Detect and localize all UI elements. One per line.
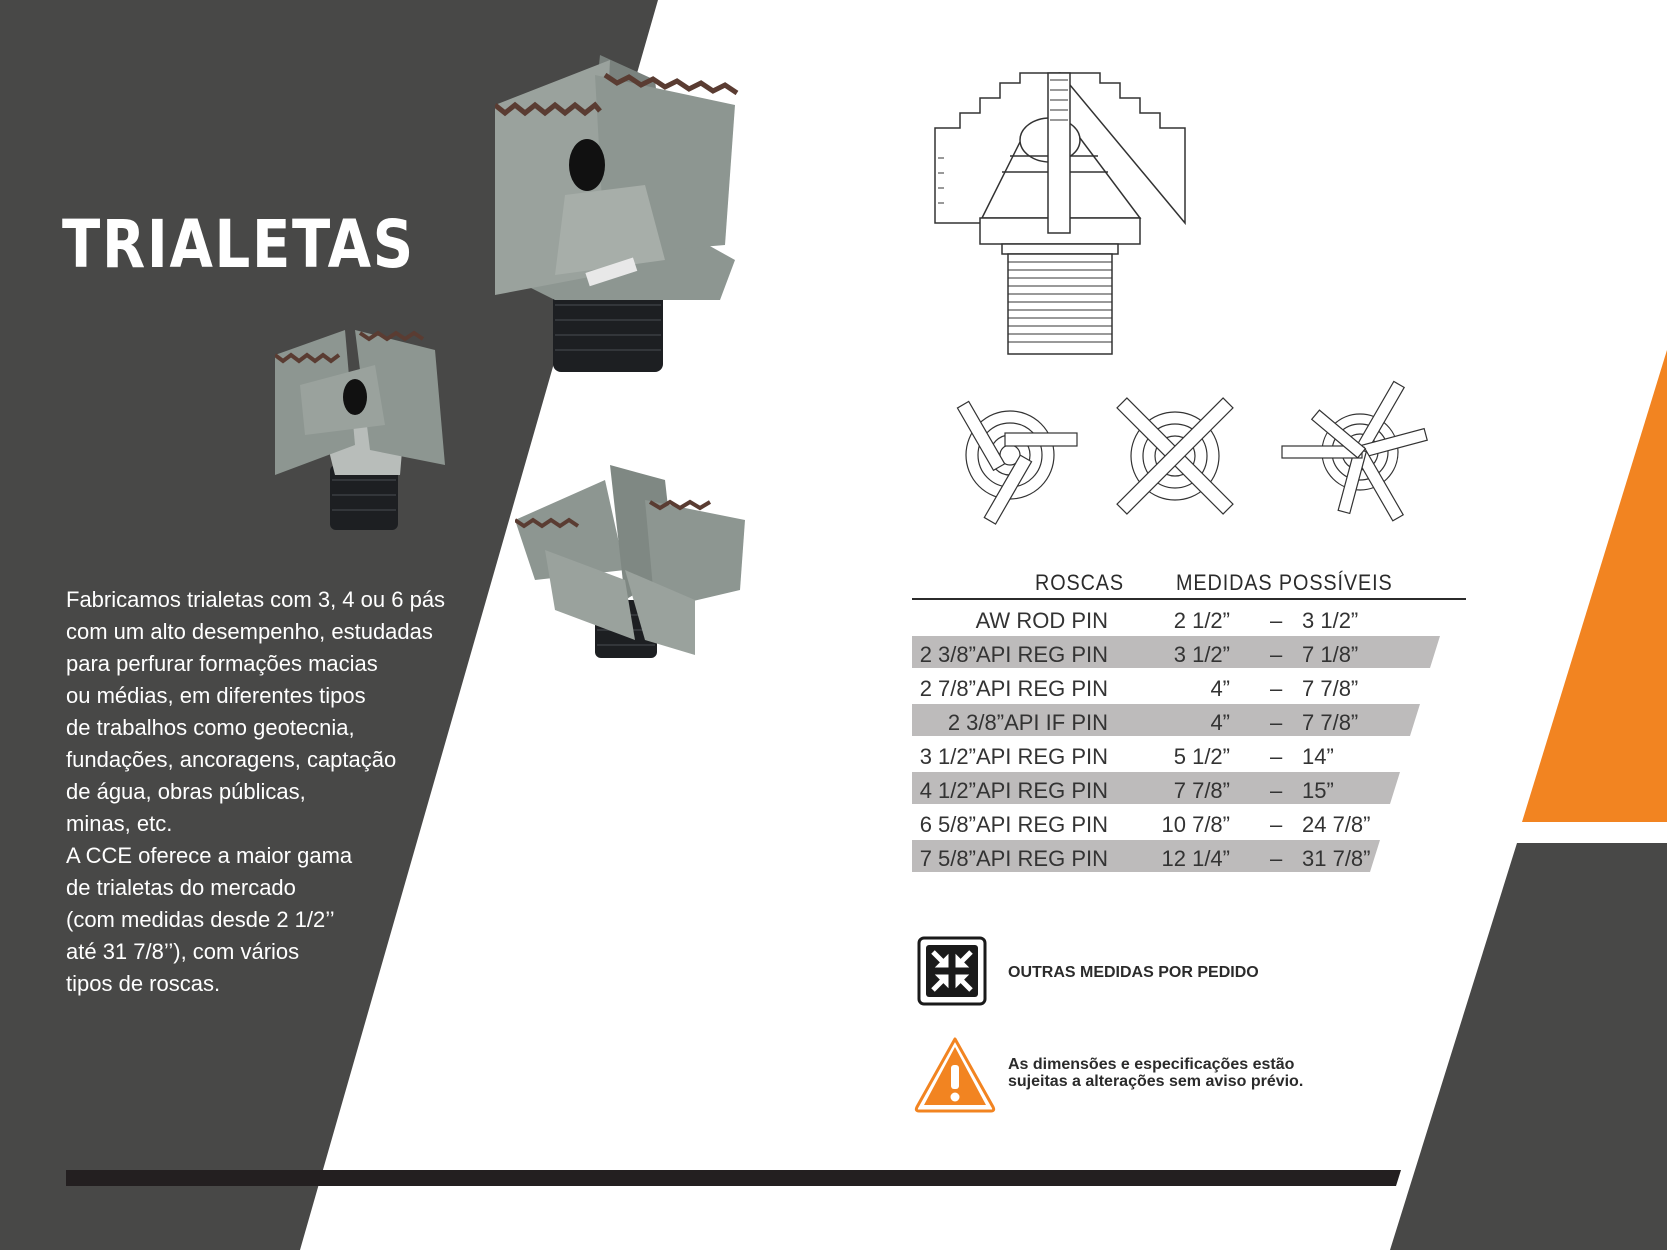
orange-accent-triangle (1522, 350, 1667, 822)
cell-max-size: 31 7/8” (1302, 846, 1371, 871)
intro-line: fundações, ancoragens, captação (66, 747, 397, 772)
table-row (912, 770, 1466, 804)
custom-sizes-note: OUTRAS MEDIDAS POR PEDIDO (1008, 964, 1259, 981)
cell-dash: – (1270, 676, 1283, 701)
intro-line: de trabalhos como geotecnia, (66, 715, 355, 740)
cell-dash: – (1270, 608, 1283, 633)
intro-line: de trialetas do mercado (66, 875, 296, 900)
cell-dash: – (1270, 710, 1283, 735)
cell-rosca: 2 3/8”API REG PIN (919, 642, 1108, 667)
cell-dash: – (1270, 744, 1283, 769)
table-body (912, 600, 1466, 872)
intro-line: tipos de roscas. (66, 971, 221, 996)
cell-min-size: 4” (1210, 710, 1230, 735)
four-blade-top-view (1100, 378, 1250, 538)
cell-max-size: 7 1/8” (1302, 642, 1359, 667)
cell-rosca: 6 5/8”API REG PIN (919, 812, 1108, 837)
cell-min-size: 10 7/8” (1161, 812, 1230, 837)
footer-bar (66, 1170, 1401, 1186)
cell-max-size: 24 7/8” (1302, 812, 1371, 837)
intro-line: com um alto desempenho, estudadas (66, 619, 433, 644)
column-header-roscas: ROSCAS (1035, 570, 1125, 595)
intro-line: Fabricamos trialetas com 3, 4 ou 6 pás (66, 587, 446, 612)
cell-max-size: 15” (1302, 778, 1334, 803)
cell-min-size: 7 7/8” (1173, 778, 1230, 803)
table-row (912, 702, 1466, 736)
column-header-medidas: MEDIDAS POSSÍVEIS (1176, 570, 1393, 595)
disclaimer-note (1008, 1056, 1303, 1090)
cell-dash: – (1270, 778, 1283, 803)
bottom-right-dark-shape (1390, 843, 1667, 1250)
cell-dash: – (1270, 642, 1283, 667)
cell-min-size: 5 1/2” (1173, 744, 1230, 769)
bit-side-view-drawing (930, 68, 1200, 368)
cell-max-size: 14” (1302, 744, 1334, 769)
disclaimer-line: As dimensões e especificações estão (1008, 1056, 1295, 1073)
table-row (912, 804, 1466, 838)
intro-text (66, 584, 496, 1000)
intro-line: de água, obras públicas, (66, 779, 306, 804)
cell-rosca: 3 1/2”API REG PIN (919, 744, 1108, 769)
cell-min-size: 2 1/2” (1173, 608, 1230, 633)
cell-min-size: 12 1/4” (1161, 846, 1230, 871)
cell-rosca: 2 3/8”API IF PIN (947, 710, 1108, 735)
intro-line: (com medidas desde 2 1/2’’ (66, 907, 335, 932)
cell-max-size: 7 7/8” (1302, 676, 1359, 701)
table-row (912, 838, 1466, 872)
intro-line: até 31 7/8’’), com vários (66, 939, 300, 964)
cell-min-size: 3 1/2” (1173, 642, 1230, 667)
intro-line: ou médias, em diferentes tipos (66, 683, 366, 708)
page-title: TRIALETAS (62, 206, 415, 283)
thread-size-table (912, 566, 1466, 872)
drag-bit-photo-large (495, 45, 780, 375)
table-row (912, 736, 1466, 770)
warning-icon (913, 1035, 997, 1113)
table-header (912, 566, 1466, 600)
cell-min-size: 4” (1210, 676, 1230, 701)
disclaimer-line: sujeitas a alterações sem aviso prévio. (1008, 1073, 1304, 1090)
cell-rosca: 2 7/8”API REG PIN (919, 676, 1108, 701)
six-blade-top-view (1280, 372, 1440, 532)
table-row (912, 600, 1466, 634)
compress-arrows-icon (917, 936, 987, 1006)
cell-rosca: 7 5/8”API REG PIN (919, 846, 1108, 871)
drag-bit-photo-small (515, 460, 750, 660)
cell-max-size: 7 7/8” (1302, 710, 1359, 735)
cell-dash: – (1270, 846, 1283, 871)
table-row (912, 634, 1466, 668)
cell-dash: – (1270, 812, 1283, 837)
three-blade-top-view (935, 385, 1085, 535)
intro-line: para perfurar formações macias (66, 651, 378, 676)
drag-bit-photo-medium (275, 325, 455, 535)
cell-rosca: 4 1/2”API REG PIN (919, 778, 1108, 803)
cell-rosca: AW ROD PIN (975, 608, 1108, 633)
cell-max-size: 3 1/2” (1302, 608, 1359, 633)
table-row (912, 668, 1466, 702)
intro-line: A CCE oferece a maior gama (66, 843, 353, 868)
intro-line: minas, etc. (66, 811, 173, 836)
